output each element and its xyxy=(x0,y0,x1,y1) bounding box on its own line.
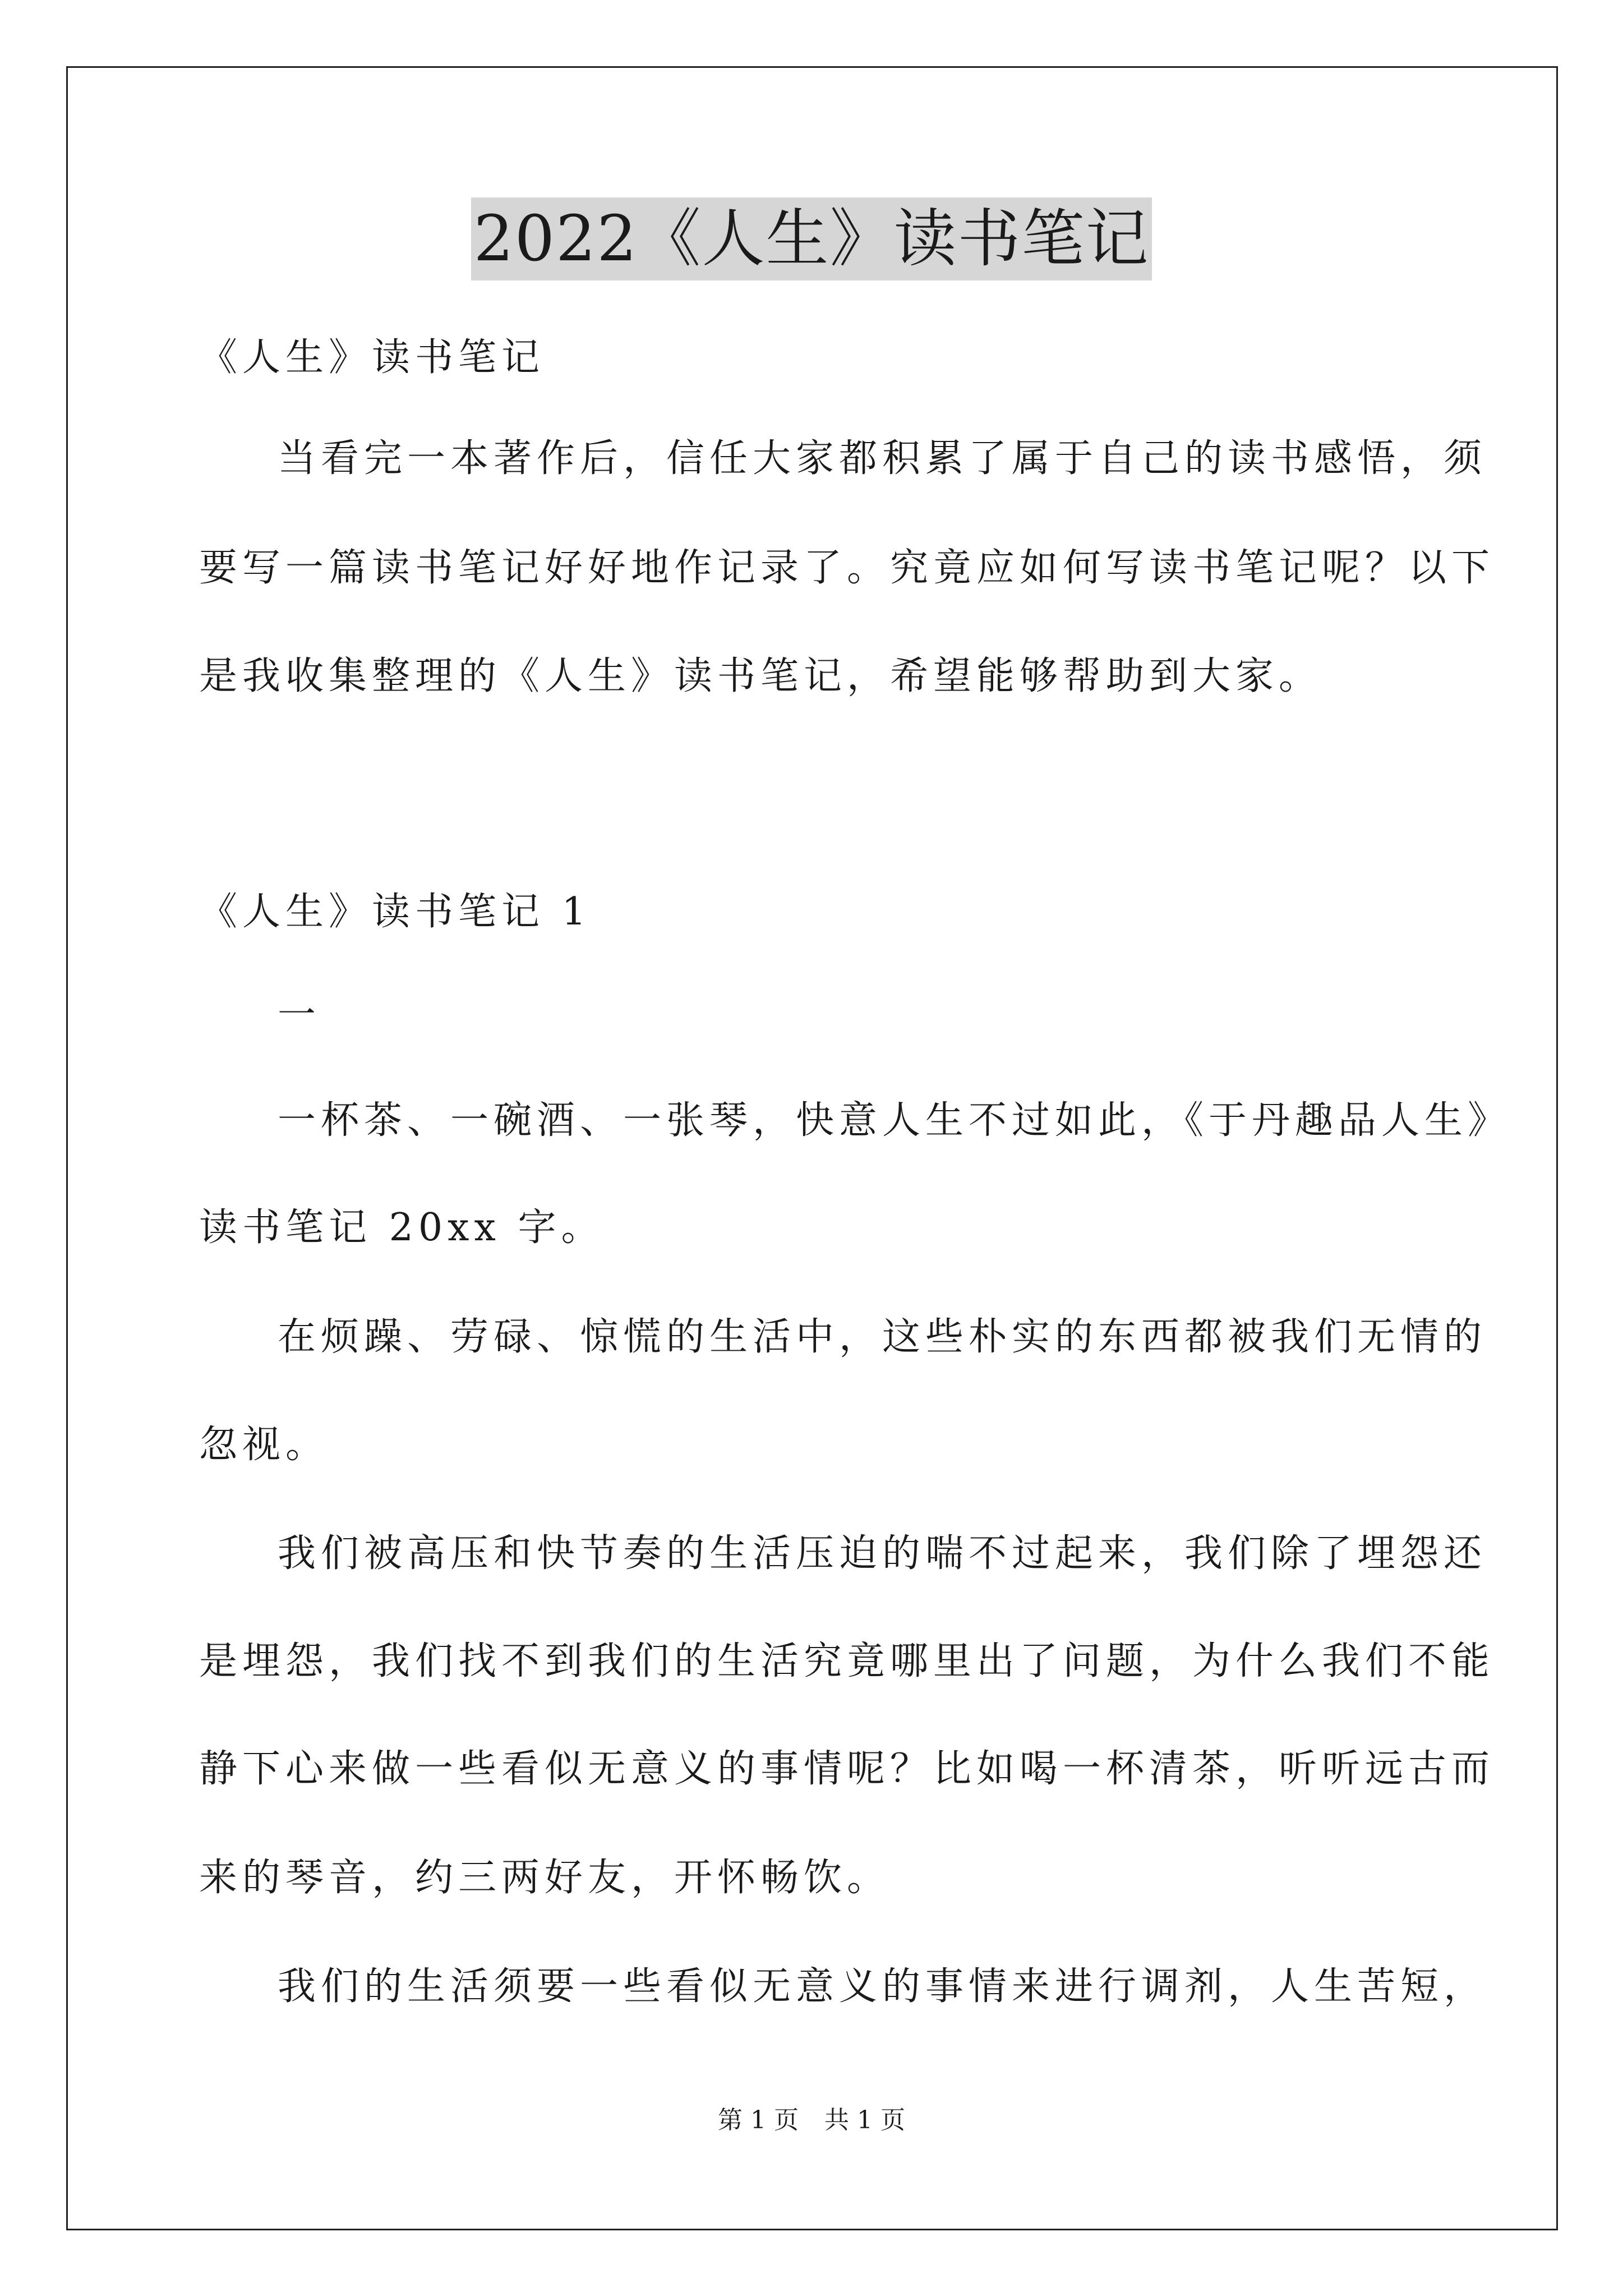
paragraph-line: 是埋怨，我们找不到我们的生活究竟哪里出了问题，为什么我们不能 xyxy=(199,1639,1495,1683)
paragraph-line: 要写一篇读书笔记好好地作记录了。究竟应如何写读书笔记呢？以下 xyxy=(199,546,1495,590)
page-number-total: 共 1 页 xyxy=(824,2106,905,2134)
document-title xyxy=(0,197,1623,280)
paragraph-line: 在烦躁、劳碌、惊慌的生活中，这些朴实的东西都被我们无情的 xyxy=(278,1315,1487,1359)
paragraph-line: 我们的生活须要一些看似无意义的事情来进行调剂，人生苦短， xyxy=(278,1964,1487,2009)
section-heading: 《人生》读书笔记 xyxy=(199,335,545,380)
paragraph-line: 当看完一本著作后，信任大家都积累了属于自己的读书感悟，须 xyxy=(278,436,1487,481)
section-heading: 《人生》读书笔记 1 xyxy=(199,890,591,934)
paragraph-line: 是我收集整理的《人生》读书笔记，希望能够帮助到大家。 xyxy=(199,654,1322,698)
paragraph-line: 静下心来做一些看似无意义的事情呢？比如喝一杯清茶，听听远古而 xyxy=(199,1747,1495,1791)
page-number-current: 第 1 页 xyxy=(718,2106,799,2134)
paragraph-line: 忽视。 xyxy=(199,1423,329,1467)
paragraph-line: 来的琴音，约三两好友，开怀畅饮。 xyxy=(199,1856,891,1900)
paragraph-line: 我们被高压和快节奏的生活压迫的喘不过起来，我们除了埋怨还 xyxy=(278,1531,1487,1576)
paragraph-line: 一 xyxy=(278,993,321,1037)
page-footer xyxy=(0,2105,1623,2136)
paragraph-line: 读书笔记 20xx 字。 xyxy=(199,1205,605,1250)
paragraph-line: 一杯茶、一碗酒、一张琴，快意人生不过如此，《于丹趣品人生》 xyxy=(278,1098,1511,1143)
page-border xyxy=(66,66,1558,2230)
document-title-text: 2022《人生》读书笔记 xyxy=(471,197,1151,280)
